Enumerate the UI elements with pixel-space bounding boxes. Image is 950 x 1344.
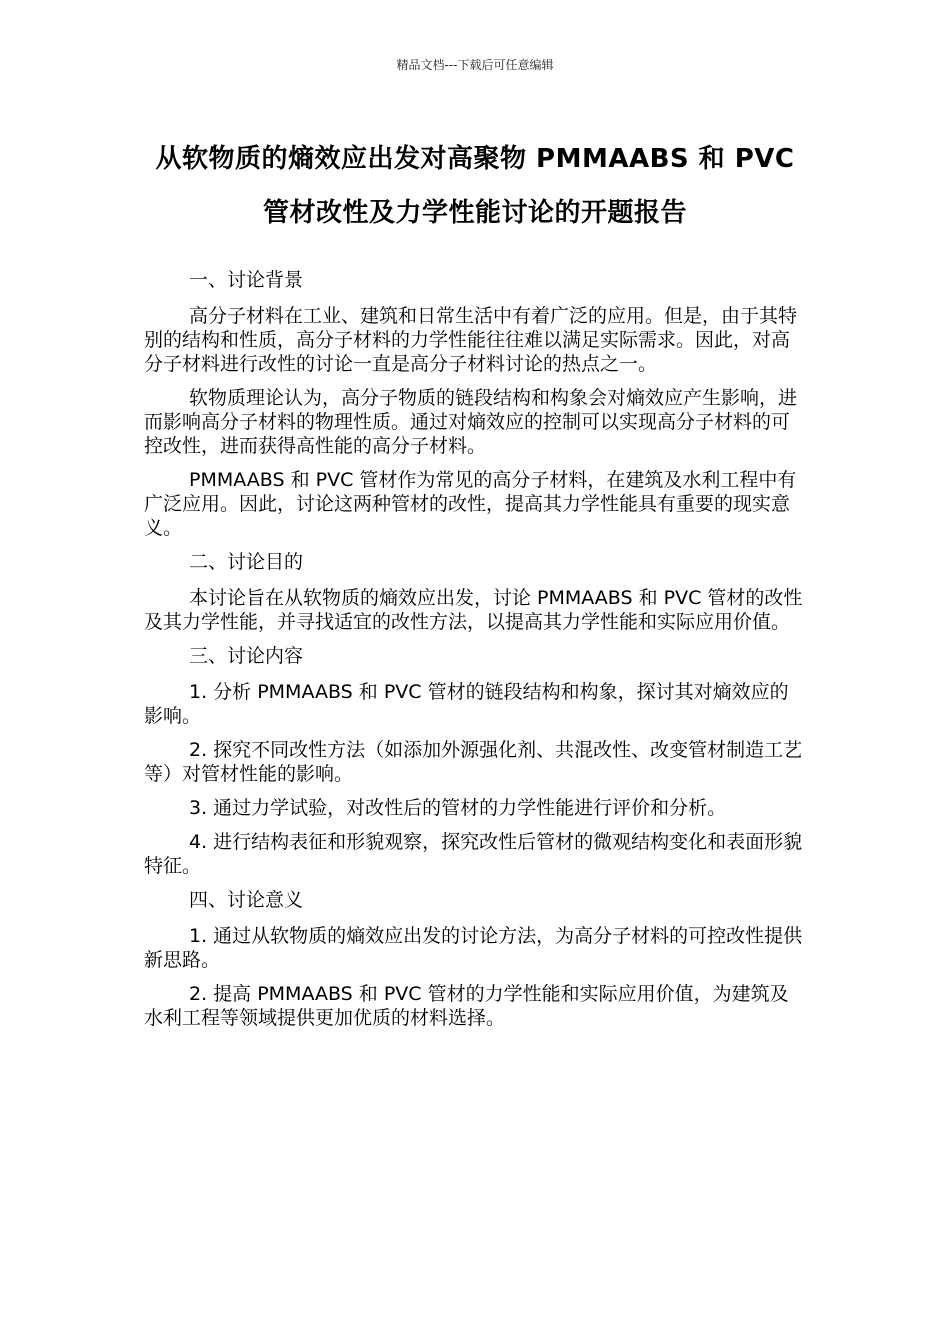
section-heading-purpose: 二、讨论目的 — [189, 551, 304, 573]
content-item-2: 2. 探究不同改性方法（如添加外源强化剂、共混改性、改变管材制造工艺等）对管材性能的影响。 — [144, 739, 803, 785]
content-item-1: 1. 分析 PMMAABS 和 PVC 管材的链段结构和构象，探讨其对熵效应的影响。 — [144, 681, 789, 727]
background-paragraph-1: 高分子材料在工业、建筑和日常生活中有着广泛的应用。但是，由于其特别的结构和性质，高分子材料的力学性能往往难以满足实际需求。因此，对高分子材料进行改性的讨论一直是高分子材料讨论的热点之一。 — [144, 305, 798, 375]
content-item-3: 3. 通过力学试验，对改性后的管材的力学性能进行评价和分析。 — [189, 797, 727, 819]
document-body — [144, 268, 806, 1040]
content-item-4: 4. 进行结构表征和形貌观察，探究改性后管材的微观结构变化和表面形貌特征。 — [144, 831, 803, 877]
section-heading-significance: 四、讨论意义 — [189, 889, 304, 911]
section-heading-content: 三、讨论内容 — [189, 645, 304, 667]
significance-item-2: 2. 提高 PMMAABS 和 PVC 管材的力学性能和实际应用价值，为建筑及水利工程等领域提供更加优质的材料选择。 — [144, 983, 789, 1029]
header-note: 精品文档---下载后可任意编辑 — [396, 58, 554, 72]
purpose-paragraph-1: 本讨论旨在从软物质的熵效应出发，讨论 PMMAABS 和 PVC 管材的改性及其力学性能，并寻找适宜的改性方法，以提高其力学性能和实际应用价值。 — [144, 587, 803, 633]
background-paragraph-3: PMMAABS 和 PVC 管材作为常见的高分子材料，在建筑及水利工程中有广泛应用。因此，讨论这两种管材的改性，提高其力学性能具有重要的现实意义。 — [144, 469, 797, 539]
document-title — [120, 132, 830, 240]
title-line-2: 管材改性及力学性能讨论的开题报告 — [262, 198, 687, 228]
section-heading-background: 一、讨论背景 — [189, 269, 304, 291]
background-paragraph-2: 软物质理论认为，高分子物质的链段结构和构象会对熵效应产生影响，进而影响高分子材料的物理性质。通过对熵效应的控制可以实现高分子材料的可控改性，进而获得高性能的高分子材料。 — [144, 387, 798, 457]
title-line-1: 从软物质的熵效应出发对高聚物 PMMAABS 和 PVC — [155, 144, 795, 174]
significance-item-1: 1. 通过从软物质的熵效应出发的讨论方法，为高分子材料的可控改性提供新思路。 — [144, 925, 803, 971]
